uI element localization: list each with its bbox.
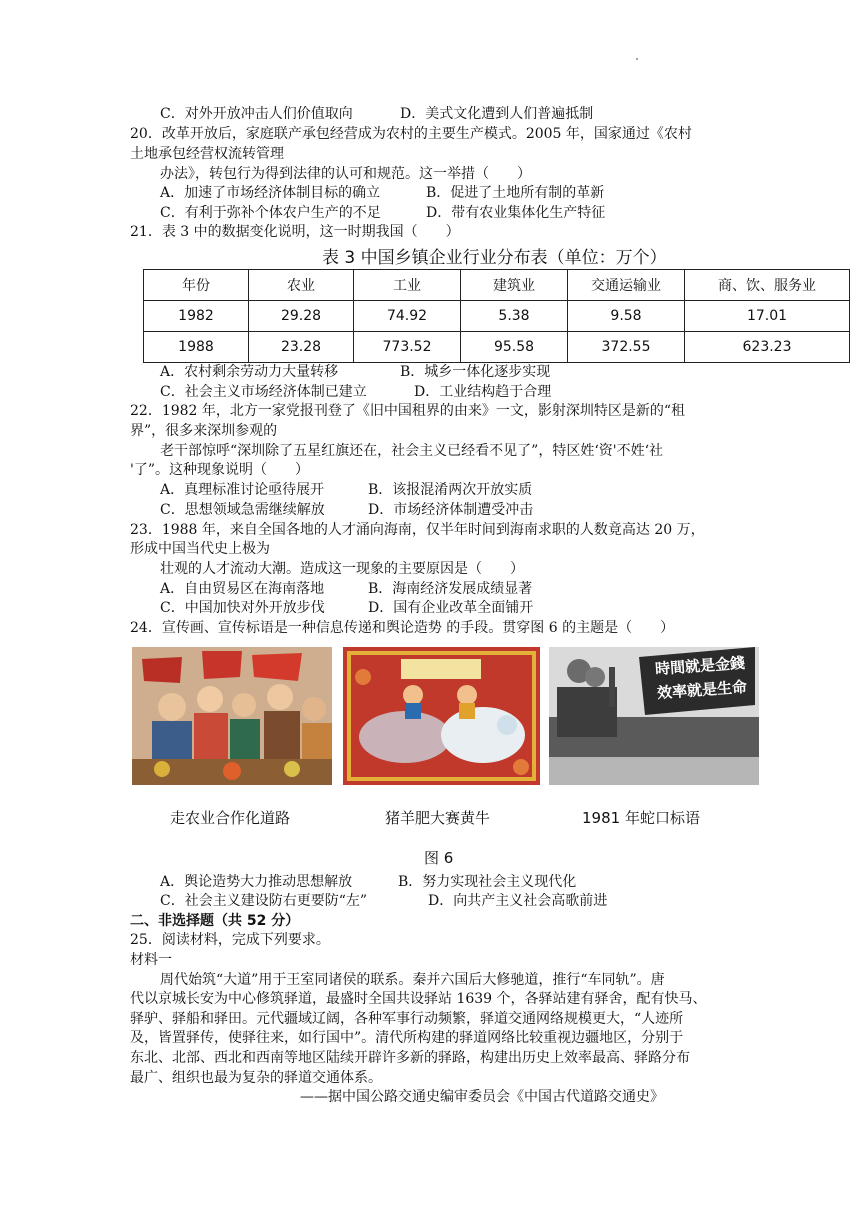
page-dot — [636, 58, 638, 60]
industry-table — [143, 269, 850, 363]
table-header: 工业 — [354, 270, 461, 301]
poster-cooperative-image — [132, 647, 332, 785]
q20-stem-line1: 20．改革开放后，家庭联产承包经营成为农村的主要生产模式。2005 年，国家通过《农村 — [130, 126, 692, 142]
table-cell: 9.58 — [568, 301, 685, 332]
section-heading: 二、非选择题（共 52 分） — [130, 913, 300, 929]
table-header: 交通运输业 — [568, 270, 685, 301]
table-row — [144, 332, 850, 363]
figure-6 — [132, 645, 760, 871]
q24-stem: 24．宣传画、宣传标语是一种信息传递和舆论造势 的手段。贯穿图 6 的主题是（ ） — [130, 620, 675, 636]
q23-option-a[interactable]: A．自由贸易区在海南落地 — [160, 581, 325, 597]
table-cell: 623.23 — [685, 332, 850, 363]
material-paragraph-line: 东北、北部、西北和西南等地区陆续开辟许多新的驿路，构建出历史上效率最高、驿路分布 — [130, 1050, 690, 1066]
q22-stem-line3: 老干部惊呼“深圳除了五星红旗还在，社会主义已经看不见了”，特区姓‘资'不姓‘社 — [160, 443, 664, 459]
table-header: 建筑业 — [461, 270, 568, 301]
q20-option-c[interactable]: C．有利于弥补个体农户生产的不足 — [160, 205, 381, 221]
material-paragraph-line: 最广、组织也最为复杂的驿道交通体系。 — [130, 1070, 382, 1086]
caption-shekou: 1981 年蛇口标语 — [582, 809, 700, 827]
table-cell: 1982 — [144, 301, 249, 332]
q22-option-c[interactable]: C．思想领域急需继续解放 — [160, 502, 325, 518]
q21-stem: 21．表 3 中的数据变化说明，这一时期我国（ ） — [130, 224, 460, 240]
shekou-slogan-photo — [549, 647, 759, 785]
q23-option-c[interactable]: C．中国加快对外开放步伐 — [160, 600, 325, 616]
q23-option-b[interactable]: B．海南经济发展成绩显著 — [368, 581, 533, 597]
material-label: 材料一 — [130, 952, 172, 968]
table-cell: 23.28 — [249, 332, 354, 363]
material-source: ——据中国公路交通史编审委员会《中国古代道路交通史》 — [300, 1089, 664, 1105]
material-paragraph-line: 周代始筑“大道”用于王室同诸侯的联系。秦并六国后大修驰道，推行“车同轨”。唐 — [160, 972, 665, 988]
table-cell: 773.52 — [354, 332, 461, 363]
q20-stem-line2: 土地承包经营权流转管理 — [130, 146, 284, 162]
material-paragraph-line: 驿驴、驿船和驿田。元代疆域辽阔，各种军事行动频繁，驿道交通网络规模更大，“人迹所 — [130, 1011, 684, 1027]
q24-option-a[interactable]: A．舆论造势大力推动思想解放 — [160, 874, 353, 890]
q19-option-c[interactable]: C．对外开放冲击人们价值取向 — [160, 106, 353, 122]
table-cell: 29.28 — [249, 301, 354, 332]
q22-option-a[interactable]: A．真理标准讨论亟待展开 — [160, 482, 325, 498]
q23-stem-line1: 23．1988 年，来自全国各地的人才涌向海南，仅半年时间到海南求职的人数竟高达 20 万， — [130, 522, 705, 538]
poster-livestock-image — [343, 647, 540, 785]
table-cell: 1988 — [144, 332, 249, 363]
table-cell: 17.01 — [685, 301, 850, 332]
table-header: 年份 — [144, 270, 249, 301]
table-header: 商、饮、服务业 — [685, 270, 850, 301]
table-title: 表 3 中国乡镇企业行业分布表（单位：万个） — [322, 248, 667, 268]
q23-stem-line3: 壮观的人才流动大潮。造成这一现象的主要原因是（ ） — [160, 561, 524, 577]
slogan-sign-line1: 時間就是金錢 — [654, 653, 746, 679]
q19-option-d[interactable]: D．美式文化遭到人们普遍抵制 — [400, 106, 594, 122]
q20-option-b[interactable]: B．促进了土地所有制的革新 — [426, 185, 605, 201]
table-header: 农业 — [249, 270, 354, 301]
q24-option-b[interactable]: B．努力实现社会主义现代化 — [398, 874, 577, 890]
caption-livestock: 猪羊肥大赛黄牛 — [385, 809, 491, 827]
q21-option-b[interactable]: B．城乡一体化逐步实现 — [400, 364, 551, 380]
q20-stem-line3: 办法》，转包行为得到法律的认可和规范。这一举措（ ） — [160, 166, 531, 182]
q20-option-d[interactable]: D．带有农业集体化生产特征 — [426, 205, 606, 221]
q21-option-d[interactable]: D．工业结构趋于合理 — [414, 384, 552, 400]
caption-cooperative: 走农业合作化道路 — [170, 809, 291, 827]
q21-option-a[interactable]: A．农村剩余劳动力大量转移 — [160, 364, 339, 380]
q22-stem-line2: 界”，很多来深圳参观的 — [130, 423, 278, 439]
q23-stem-line2: 形成中国当代史上极为 — [130, 541, 270, 557]
material-paragraph-line: 代以京城长安为中心修筑驿道，最盛时全国共设驿站 1639 个，各驿站建有驿舍，配有快马、 — [130, 991, 707, 1007]
figure-label: 图 6 — [424, 849, 454, 867]
q23-option-d[interactable]: D．国有企业改革全面铺开 — [368, 600, 534, 616]
table-cell: 5.38 — [461, 301, 568, 332]
material-paragraph-line: 及，皆置驿传，使驿往来，如行国中”。清代所构建的驿道网络比较重视边疆地区，分别于 — [130, 1030, 684, 1046]
slogan-sign-line2: 效率就是生命 — [656, 677, 748, 703]
table-header-row — [144, 270, 850, 301]
q21-option-c[interactable]: C．社会主义市场经济体制已建立 — [160, 384, 367, 400]
q22-option-d[interactable]: D．市场经济体制遭受冲击 — [368, 502, 534, 518]
table-cell: 74.92 — [354, 301, 461, 332]
q22-stem-line1: 22．1982 年，北方一家党报刊登了《旧中国租界的由来》一文，影射深圳特区是新的“租 — [130, 403, 686, 419]
q22-stem-line4: '了”。这种现象说明（ ） — [130, 462, 310, 478]
q24-option-c[interactable]: C．社会主义建设防右更要防“左” — [160, 893, 368, 909]
q25-stem: 25．阅读材料，完成下列要求。 — [130, 932, 330, 948]
q20-option-a[interactable]: A．加速了市场经济体制目标的确立 — [160, 185, 381, 201]
q24-option-d[interactable]: D．向共产主义社会高歌前进 — [428, 893, 608, 909]
table-cell: 95.58 — [461, 332, 568, 363]
table-cell: 372.55 — [568, 332, 685, 363]
table-row — [144, 301, 850, 332]
q22-option-b[interactable]: B．该报混淆两次开放实质 — [368, 482, 533, 498]
